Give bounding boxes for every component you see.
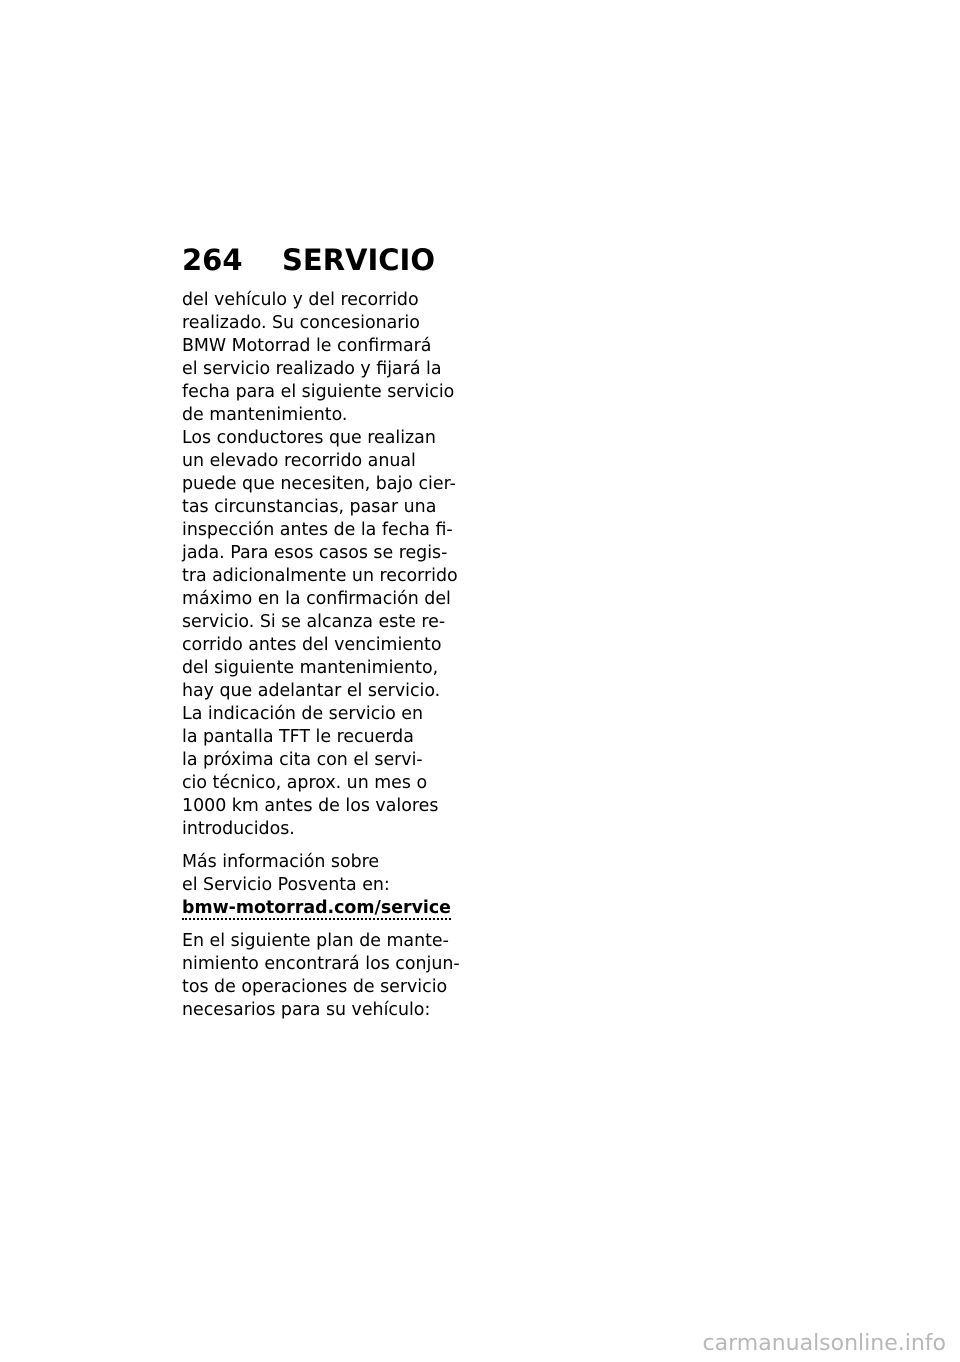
text-line: del siguiente mantenimiento,: [182, 658, 439, 678]
text-line: fecha para el siguiente servicio: [182, 382, 455, 402]
text-line: Los conductores que realizan: [182, 428, 436, 448]
text-line: jada. Para esos casos se regis-: [182, 543, 448, 563]
text-line: nimiento encontrará los conjun-: [182, 954, 460, 974]
text-line: tra adicionalmente un recorrido: [182, 566, 458, 586]
paragraph-high-mileage: [182, 427, 472, 703]
text-line: necesarios para su vehículo:: [182, 1000, 431, 1020]
paragraph-more-info: [182, 851, 472, 920]
paragraph-gap: [182, 841, 472, 851]
text-line: BMW Motorrad le confirmará: [182, 336, 432, 356]
text-line: la próxima cita con el servi-: [182, 750, 423, 770]
text-line: puede que necesiten, bajo cier-: [182, 474, 456, 494]
page-header: [182, 243, 442, 277]
text-line: un elevado recorrido anual: [182, 451, 416, 471]
text-line: hay que adelantar el servicio.: [182, 681, 441, 701]
page-number: 264: [182, 243, 243, 277]
text-line: cio técnico, aprox. un mes o: [182, 773, 428, 793]
text-line: En el siguiente plan de mante-: [182, 931, 449, 951]
service-link-line: [182, 897, 472, 920]
text-line: máximo en la confirmación del: [182, 589, 451, 609]
text-line: del vehículo y del recorrido: [182, 290, 419, 310]
text-line: de mantenimiento.: [182, 405, 348, 425]
section-title: SERVICIO: [282, 243, 435, 277]
text-line: el Servicio Posventa en:: [182, 875, 390, 895]
watermark: carmanualsonline.info: [702, 1331, 946, 1356]
text-line: Más información sobre: [182, 852, 380, 872]
text-line: tos de operaciones de servicio: [182, 977, 448, 997]
text-line: tas circunstancias, pasar una: [182, 497, 437, 517]
body-text: [182, 289, 472, 1022]
paragraph-tft-indicator: [182, 703, 472, 841]
text-line: servicio. Si se alcanza este re-: [182, 612, 446, 632]
paragraph-gap: [182, 920, 472, 930]
text-line: introducidos.: [182, 819, 295, 839]
service-link[interactable]: bmw-motorrad.com/service: [182, 898, 451, 918]
paragraph-vehicle-service: [182, 289, 472, 427]
paragraph-maintenance-plan: [182, 930, 472, 1022]
text-line: el servicio realizado y fijará la: [182, 359, 442, 379]
text-line: la pantalla TFT le recuerda: [182, 727, 414, 747]
text-line: corrido antes del vencimiento: [182, 635, 442, 655]
text-line: inspección antes de la fecha fi-: [182, 520, 453, 540]
text-line: realizado. Su concesionario: [182, 313, 420, 333]
text-line: 1000 km antes de los valores: [182, 796, 439, 816]
text-line: La indicación de servicio en: [182, 704, 423, 724]
